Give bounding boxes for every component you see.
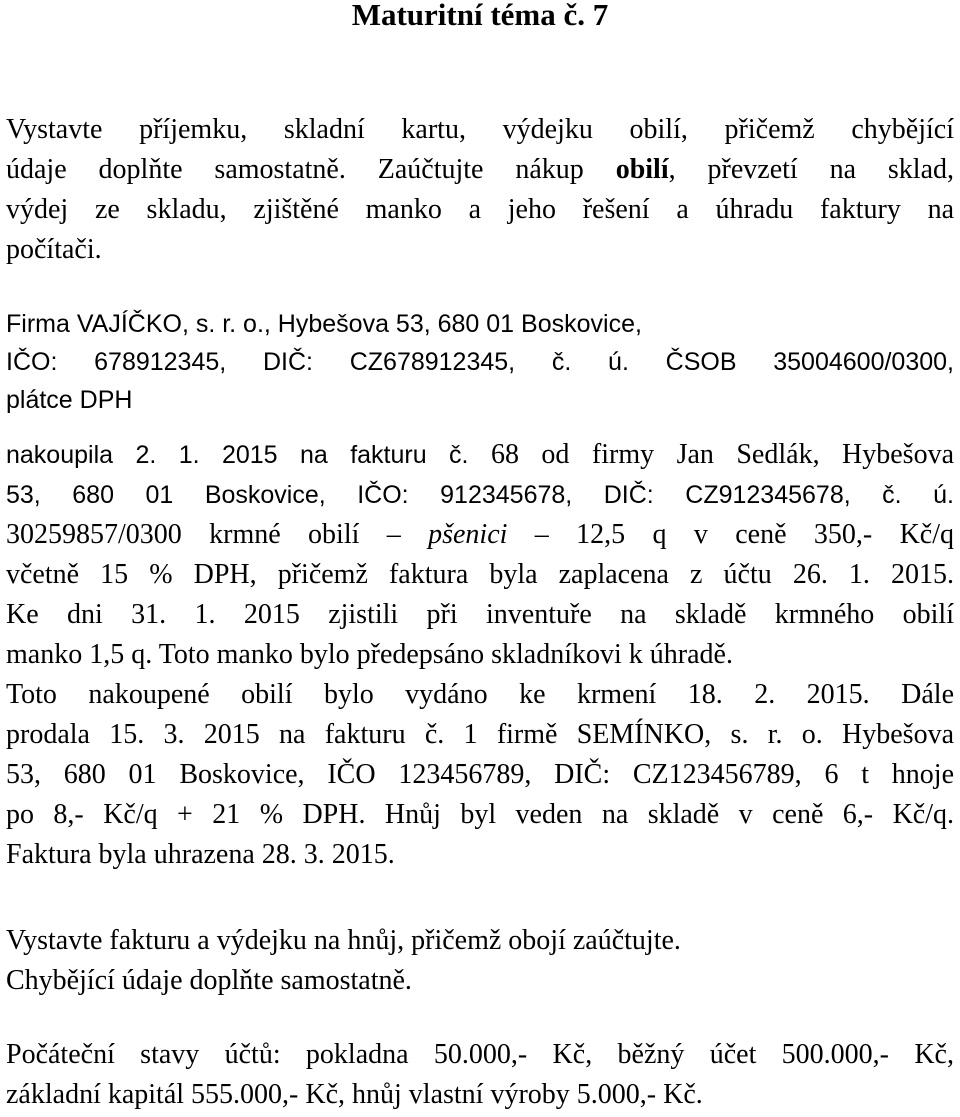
task-paragraph [6, 110, 954, 270]
text-line: Toto nakoupené obilí bylo vydáno ke krmení 18. 2. 2015. Dále [6, 679, 954, 710]
text-line: manko 1,5 q. Toto manko bylo předepsáno skladníkovi k úhradě. [6, 639, 733, 670]
text-line: po 8,- Kč/q + 21 % DPH. Hnůj byl veden na skladě v ceně 6,- Kč/q. [6, 799, 954, 830]
page-title: Maturitní téma č. 7 [351, 0, 609, 32]
text-line: včetně 15 % DPH, přičemž faktura byla zaplacena z účtu 26. 1. 2015. [6, 559, 954, 590]
text-line: Firma VAJÍČKO, s. r. o., Hybešova 53, 680 01 Boskovice, [6, 310, 642, 338]
text-line: základní kapitál 555.000,- Kč, hnůj vlastní výroby 5.000,- Kč. [6, 1079, 703, 1110]
text-line: nakoupila 2. 1. 2015 na fakturu č. 68 od firmy Jan Sedlák, Hybešova [6, 439, 954, 470]
text-line: plátce DPH [6, 386, 133, 414]
text-line: IČO: 678912345, DIČ: CZ678912345, č. ú. ČSOB 35004600/0300, [6, 348, 954, 376]
text-line: prodala 15. 3. 2015 na fakturu č. 1 firmě SEMÍNKO, s. r. o. Hybešova [6, 719, 954, 750]
text-line: Počáteční stavy účtů: pokladna 50.000,- Kč, běžný účet 500.000,- Kč, [6, 1039, 954, 1070]
text-line: údaje doplňte samostatně. Zaúčtujte nákup obilí, převzetí na sklad, [6, 154, 954, 185]
text-line: 30259857/0300 krmné obilí – pšenici – 12,5 q v ceně 350,- Kč/q [6, 519, 954, 550]
text-line: Vystavte fakturu a výdejku na hnůj, přičemž obojí zaúčtujte. [6, 925, 681, 956]
text-line: počítači. [6, 234, 102, 265]
text-line: Ke dni 31. 1. 2015 zjistili při inventuře na skladě krmného obilí [6, 599, 954, 630]
company-paragraph [6, 305, 954, 419]
invoice-task-paragraph [6, 921, 954, 1001]
text-line: výdej ze skladu, zjištěné manko a jeho řešení a úhradu faktury na [6, 194, 954, 225]
text-line: Faktura byla uhrazena 28. 3. 2015. [6, 839, 395, 870]
balances-paragraph [6, 1035, 954, 1115]
text-line: Chybějící údaje doplňte samostatně. [6, 965, 412, 996]
text-line: 53, 680 01 Boskovice, IČO: 912345678, DIČ: CZ912345678, č. ú. [6, 481, 954, 509]
story-paragraph [6, 435, 954, 875]
text-line: 53, 680 01 Boskovice, IČO 123456789, DIČ: CZ123456789, 6 t hnoje [6, 759, 954, 790]
text-line: Vystavte příjemku, skladní kartu, výdejku obilí, přičemž chybějící [6, 114, 954, 145]
